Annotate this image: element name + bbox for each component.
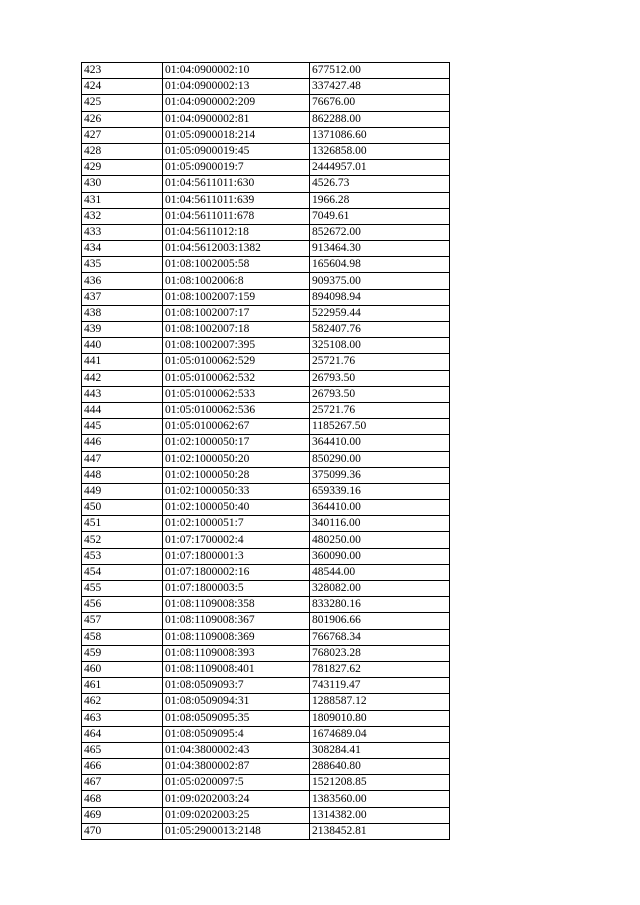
row-number-cell: 469 [82, 807, 163, 823]
value-cell: 677512.00 [310, 63, 450, 79]
cadastral-number-cell: 01:02:1000051:7 [163, 516, 310, 532]
value-cell: 909375.00 [310, 273, 450, 289]
cadastral-number-cell: 01:04:5611011:678 [163, 208, 310, 224]
value-cell: 659339.16 [310, 483, 450, 499]
cadastral-number-cell: 01:08:1002007:17 [163, 305, 310, 321]
row-number-cell: 431 [82, 192, 163, 208]
value-cell: 25721.76 [310, 402, 450, 418]
cadastral-number-cell: 01:08:1109008:358 [163, 597, 310, 613]
row-number-cell: 448 [82, 467, 163, 483]
cadastral-number-cell: 01:08:0509095:4 [163, 726, 310, 742]
table-row [82, 386, 450, 402]
value-cell: 288640.80 [310, 759, 450, 775]
value-cell: 582407.76 [310, 322, 450, 338]
cadastral-number-cell: 01:08:1002007:159 [163, 289, 310, 305]
value-cell: 1674689.04 [310, 726, 450, 742]
value-cell: 480250.00 [310, 532, 450, 548]
value-cell: 340116.00 [310, 516, 450, 532]
value-cell: 894098.94 [310, 289, 450, 305]
table-row [82, 79, 450, 95]
row-number-cell: 460 [82, 661, 163, 677]
table-row [82, 451, 450, 467]
value-cell: 308284.41 [310, 742, 450, 758]
value-cell: 26793.50 [310, 370, 450, 386]
table-row [82, 516, 450, 532]
value-cell: 325108.00 [310, 338, 450, 354]
cadastral-number-cell: 01:09:0202003:25 [163, 807, 310, 823]
row-number-cell: 444 [82, 402, 163, 418]
cadastral-number-cell: 01:02:1000050:33 [163, 483, 310, 499]
table-row [82, 791, 450, 807]
value-cell: 743119.47 [310, 678, 450, 694]
cadastral-number-cell: 01:02:1000050:17 [163, 435, 310, 451]
value-cell: 1966.28 [310, 192, 450, 208]
row-number-cell: 461 [82, 678, 163, 694]
row-number-cell: 468 [82, 791, 163, 807]
row-number-cell: 441 [82, 354, 163, 370]
value-cell: 1383560.00 [310, 791, 450, 807]
table-row [82, 645, 450, 661]
cadastral-number-cell: 01:02:1000050:40 [163, 500, 310, 516]
table-row [82, 661, 450, 677]
row-number-cell: 447 [82, 451, 163, 467]
cadastral-number-cell: 01:04:0900002:209 [163, 95, 310, 111]
cadastral-number-cell: 01:04:0900002:10 [163, 63, 310, 79]
table-row [82, 111, 450, 127]
table-row [82, 192, 450, 208]
row-number-cell: 449 [82, 483, 163, 499]
cadastral-number-cell: 01:08:1002007:18 [163, 322, 310, 338]
row-number-cell: 424 [82, 79, 163, 95]
table-row [82, 160, 450, 176]
value-cell: 768023.28 [310, 645, 450, 661]
table-row [82, 581, 450, 597]
row-number-cell: 458 [82, 629, 163, 645]
table-row [82, 694, 450, 710]
value-cell: 522959.44 [310, 305, 450, 321]
table-row [82, 775, 450, 791]
value-cell: 1521208.85 [310, 775, 450, 791]
value-cell: 1809010.80 [310, 710, 450, 726]
table-row [82, 435, 450, 451]
row-number-cell: 433 [82, 224, 163, 240]
row-number-cell: 423 [82, 63, 163, 79]
table-row [82, 95, 450, 111]
value-cell: 364410.00 [310, 500, 450, 516]
cadastral-number-cell: 01:04:0900002:81 [163, 111, 310, 127]
row-number-cell: 464 [82, 726, 163, 742]
value-cell: 801906.66 [310, 613, 450, 629]
table-row [82, 354, 450, 370]
value-cell: 852672.00 [310, 224, 450, 240]
cadastral-number-cell: 01:07:1800001:3 [163, 548, 310, 564]
row-number-cell: 439 [82, 322, 163, 338]
row-number-cell: 438 [82, 305, 163, 321]
row-number-cell: 442 [82, 370, 163, 386]
data-table [81, 62, 450, 840]
value-cell: 76676.00 [310, 95, 450, 111]
value-cell: 1288587.12 [310, 694, 450, 710]
value-cell: 375099.36 [310, 467, 450, 483]
row-number-cell: 462 [82, 694, 163, 710]
cadastral-number-cell: 01:05:0900019:45 [163, 143, 310, 159]
value-cell: 7049.61 [310, 208, 450, 224]
cadastral-number-cell: 01:05:0100062:529 [163, 354, 310, 370]
table-body [82, 63, 450, 840]
value-cell: 328082.00 [310, 581, 450, 597]
cadastral-number-cell: 01:04:3800002:87 [163, 759, 310, 775]
value-cell: 26793.50 [310, 386, 450, 402]
row-number-cell: 454 [82, 564, 163, 580]
value-cell: 913464.30 [310, 241, 450, 257]
value-cell: 1371086.60 [310, 127, 450, 143]
cadastral-number-cell: 01:02:1000050:28 [163, 467, 310, 483]
cadastral-number-cell: 01:08:1109008:401 [163, 661, 310, 677]
cadastral-number-cell: 01:04:5611011:630 [163, 176, 310, 192]
table-row [82, 176, 450, 192]
row-number-cell: 452 [82, 532, 163, 548]
table-row [82, 613, 450, 629]
cadastral-number-cell: 01:08:1002006:8 [163, 273, 310, 289]
row-number-cell: 434 [82, 241, 163, 257]
table-row [82, 257, 450, 273]
value-cell: 48544.00 [310, 564, 450, 580]
table-row [82, 742, 450, 758]
row-number-cell: 428 [82, 143, 163, 159]
row-number-cell: 429 [82, 160, 163, 176]
cadastral-number-cell: 01:08:1109008:393 [163, 645, 310, 661]
row-number-cell: 463 [82, 710, 163, 726]
cadastral-number-cell: 01:05:0100062:533 [163, 386, 310, 402]
row-number-cell: 465 [82, 742, 163, 758]
row-number-cell: 453 [82, 548, 163, 564]
value-cell: 833280.16 [310, 597, 450, 613]
table-row [82, 208, 450, 224]
table-row [82, 710, 450, 726]
table-row [82, 564, 450, 580]
cadastral-number-cell: 01:05:0200097:5 [163, 775, 310, 791]
value-cell: 360090.00 [310, 548, 450, 564]
value-cell: 862288.00 [310, 111, 450, 127]
value-cell: 4526.73 [310, 176, 450, 192]
row-number-cell: 467 [82, 775, 163, 791]
value-cell: 2444957.01 [310, 160, 450, 176]
cadastral-number-cell: 01:04:5611012:18 [163, 224, 310, 240]
cadastral-number-cell: 01:04:3800002:43 [163, 742, 310, 758]
cadastral-number-cell: 01:05:2900013:2148 [163, 823, 310, 839]
table-row [82, 289, 450, 305]
value-cell: 1185267.50 [310, 419, 450, 435]
value-cell: 165604.98 [310, 257, 450, 273]
cadastral-number-cell: 01:02:1000050:20 [163, 451, 310, 467]
value-cell: 850290.00 [310, 451, 450, 467]
row-number-cell: 426 [82, 111, 163, 127]
cadastral-number-cell: 01:04:5612003:1382 [163, 241, 310, 257]
row-number-cell: 437 [82, 289, 163, 305]
table-row [82, 678, 450, 694]
table-row [82, 467, 450, 483]
table-row [82, 322, 450, 338]
cadastral-number-cell: 01:04:0900002:13 [163, 79, 310, 95]
table-row [82, 548, 450, 564]
value-cell: 781827.62 [310, 661, 450, 677]
value-cell: 766768.34 [310, 629, 450, 645]
value-cell: 364410.00 [310, 435, 450, 451]
table-row [82, 370, 450, 386]
row-number-cell: 445 [82, 419, 163, 435]
cadastral-number-cell: 01:05:0100062:532 [163, 370, 310, 386]
row-number-cell: 455 [82, 581, 163, 597]
table-row [82, 823, 450, 839]
table-row [82, 807, 450, 823]
table-row [82, 597, 450, 613]
row-number-cell: 457 [82, 613, 163, 629]
table-row [82, 402, 450, 418]
table-row [82, 532, 450, 548]
row-number-cell: 425 [82, 95, 163, 111]
row-number-cell: 435 [82, 257, 163, 273]
cadastral-number-cell: 01:08:1002007:395 [163, 338, 310, 354]
cadastral-number-cell: 01:09:0202003:24 [163, 791, 310, 807]
cadastral-number-cell: 01:07:1800002:16 [163, 564, 310, 580]
row-number-cell: 446 [82, 435, 163, 451]
value-cell: 1314382.00 [310, 807, 450, 823]
row-number-cell: 459 [82, 645, 163, 661]
cadastral-number-cell: 01:04:5611011:639 [163, 192, 310, 208]
cadastral-number-cell: 01:08:0509094:31 [163, 694, 310, 710]
cadastral-number-cell: 01:05:0900018:214 [163, 127, 310, 143]
table-row [82, 419, 450, 435]
table-row [82, 127, 450, 143]
table-row [82, 629, 450, 645]
row-number-cell: 450 [82, 500, 163, 516]
table-row [82, 759, 450, 775]
row-number-cell: 436 [82, 273, 163, 289]
table-row [82, 500, 450, 516]
table-row [82, 483, 450, 499]
cadastral-number-cell: 01:08:1109008:369 [163, 629, 310, 645]
row-number-cell: 427 [82, 127, 163, 143]
row-number-cell: 470 [82, 823, 163, 839]
row-number-cell: 430 [82, 176, 163, 192]
table-row [82, 726, 450, 742]
cadastral-number-cell: 01:07:1800003:5 [163, 581, 310, 597]
table-row [82, 63, 450, 79]
row-number-cell: 456 [82, 597, 163, 613]
cadastral-number-cell: 01:08:0509095:35 [163, 710, 310, 726]
table-row [82, 338, 450, 354]
row-number-cell: 443 [82, 386, 163, 402]
row-number-cell: 451 [82, 516, 163, 532]
value-cell: 2138452.81 [310, 823, 450, 839]
cadastral-number-cell: 01:07:1700002:4 [163, 532, 310, 548]
row-number-cell: 432 [82, 208, 163, 224]
cadastral-number-cell: 01:08:0509093:7 [163, 678, 310, 694]
cadastral-number-cell: 01:08:1109008:367 [163, 613, 310, 629]
cadastral-number-cell: 01:05:0100062:536 [163, 402, 310, 418]
table-row [82, 224, 450, 240]
table-row [82, 241, 450, 257]
table-row [82, 305, 450, 321]
table-row [82, 273, 450, 289]
value-cell: 337427.48 [310, 79, 450, 95]
cadastral-number-cell: 01:05:0100062:67 [163, 419, 310, 435]
value-cell: 25721.76 [310, 354, 450, 370]
cadastral-number-cell: 01:08:1002005:58 [163, 257, 310, 273]
cadastral-number-cell: 01:05:0900019:7 [163, 160, 310, 176]
table-row [82, 143, 450, 159]
row-number-cell: 440 [82, 338, 163, 354]
row-number-cell: 466 [82, 759, 163, 775]
value-cell: 1326858.00 [310, 143, 450, 159]
